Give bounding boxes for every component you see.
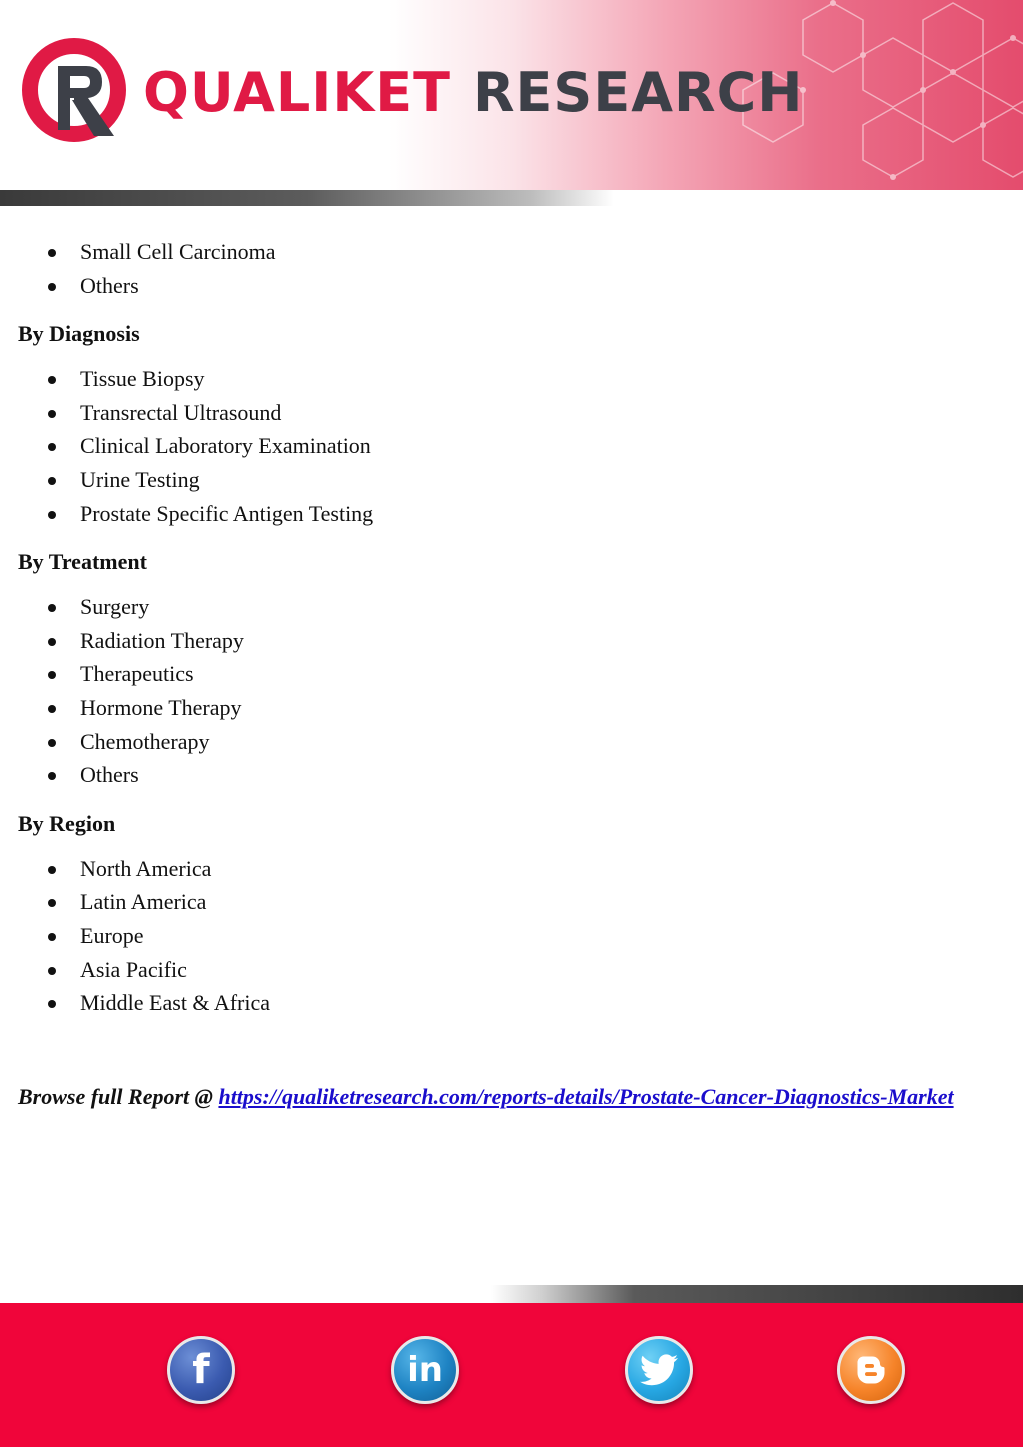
report-segment-content xyxy=(18,236,1008,1021)
list-item: Asia Pacific xyxy=(18,954,1008,988)
list-item: Middle East & Africa xyxy=(18,987,1008,1021)
blogger-icon[interactable] xyxy=(837,1336,905,1404)
bullet-icon xyxy=(48,705,56,713)
bullet-icon xyxy=(48,410,56,418)
list-item: Tissue Biopsy xyxy=(18,363,1008,397)
bullet-icon xyxy=(48,866,56,874)
section-heading-treatment: By Treatment xyxy=(18,549,147,575)
bullet-icon xyxy=(48,899,56,907)
browse-report-line xyxy=(18,1082,1008,1112)
bullet-icon xyxy=(48,1000,56,1008)
list-item: Transrectal Ultrasound xyxy=(18,397,1008,431)
qualiket-logo-mark xyxy=(22,36,134,148)
list-item: North America xyxy=(18,853,1008,887)
blogger-glyph xyxy=(853,1352,889,1388)
twitter-icon[interactable] xyxy=(625,1336,693,1404)
bullet-icon xyxy=(48,249,56,257)
bullet-icon xyxy=(48,967,56,975)
list-item: Hormone Therapy xyxy=(18,692,1008,726)
section-heading-diagnosis: By Diagnosis xyxy=(18,321,140,347)
linkedin-icon[interactable] xyxy=(391,1336,459,1404)
region-list xyxy=(18,853,1008,1021)
list-item: Latin America xyxy=(18,886,1008,920)
list-item: Clinical Laboratory Examination xyxy=(18,430,1008,464)
report-link[interactable]: https://qualiketresearch.com/reports-details/Prostate-Cancer-Diagnostics-Market xyxy=(218,1084,954,1109)
bullet-icon xyxy=(48,283,56,291)
list-item: Others xyxy=(18,270,1008,304)
browse-label: Browse full Report @ xyxy=(18,1084,219,1109)
linkedin-glyph: in xyxy=(407,1350,443,1390)
header-divider-bar xyxy=(0,190,1023,206)
page-header xyxy=(0,0,1023,190)
list-item: Radiation Therapy xyxy=(18,625,1008,659)
bullet-icon xyxy=(48,604,56,612)
bullet-icon xyxy=(48,638,56,646)
facebook-icon[interactable] xyxy=(167,1336,235,1404)
list-item: Others xyxy=(18,759,1008,793)
bullet-icon xyxy=(48,443,56,451)
list-item: Europe xyxy=(18,920,1008,954)
brand-word-qualiket: QUALIKET xyxy=(143,60,451,124)
brand-logo-text xyxy=(143,62,803,122)
section-heading-region: By Region xyxy=(18,810,116,836)
list-item: Chemotherapy xyxy=(18,726,1008,760)
list-item: Therapeutics xyxy=(18,658,1008,692)
bullet-icon xyxy=(48,671,56,679)
intro-list xyxy=(18,236,1008,303)
bullet-icon xyxy=(48,739,56,747)
bullet-icon xyxy=(48,376,56,384)
facebook-glyph: f xyxy=(192,1347,210,1393)
footer-divider-bar xyxy=(0,1285,1023,1303)
diagnosis-list xyxy=(18,363,1008,531)
brand-word-research: RESEARCH xyxy=(472,60,804,124)
bullet-icon xyxy=(48,511,56,519)
list-item: Small Cell Carcinoma xyxy=(18,236,1008,270)
list-item: Urine Testing xyxy=(18,464,1008,498)
bullet-icon xyxy=(48,772,56,780)
treatment-list xyxy=(18,591,1008,793)
list-item: Surgery xyxy=(18,591,1008,625)
bullet-icon xyxy=(48,933,56,941)
bullet-icon xyxy=(48,477,56,485)
list-item: Prostate Specific Antigen Testing xyxy=(18,498,1008,532)
twitter-bird-icon xyxy=(640,1354,678,1386)
